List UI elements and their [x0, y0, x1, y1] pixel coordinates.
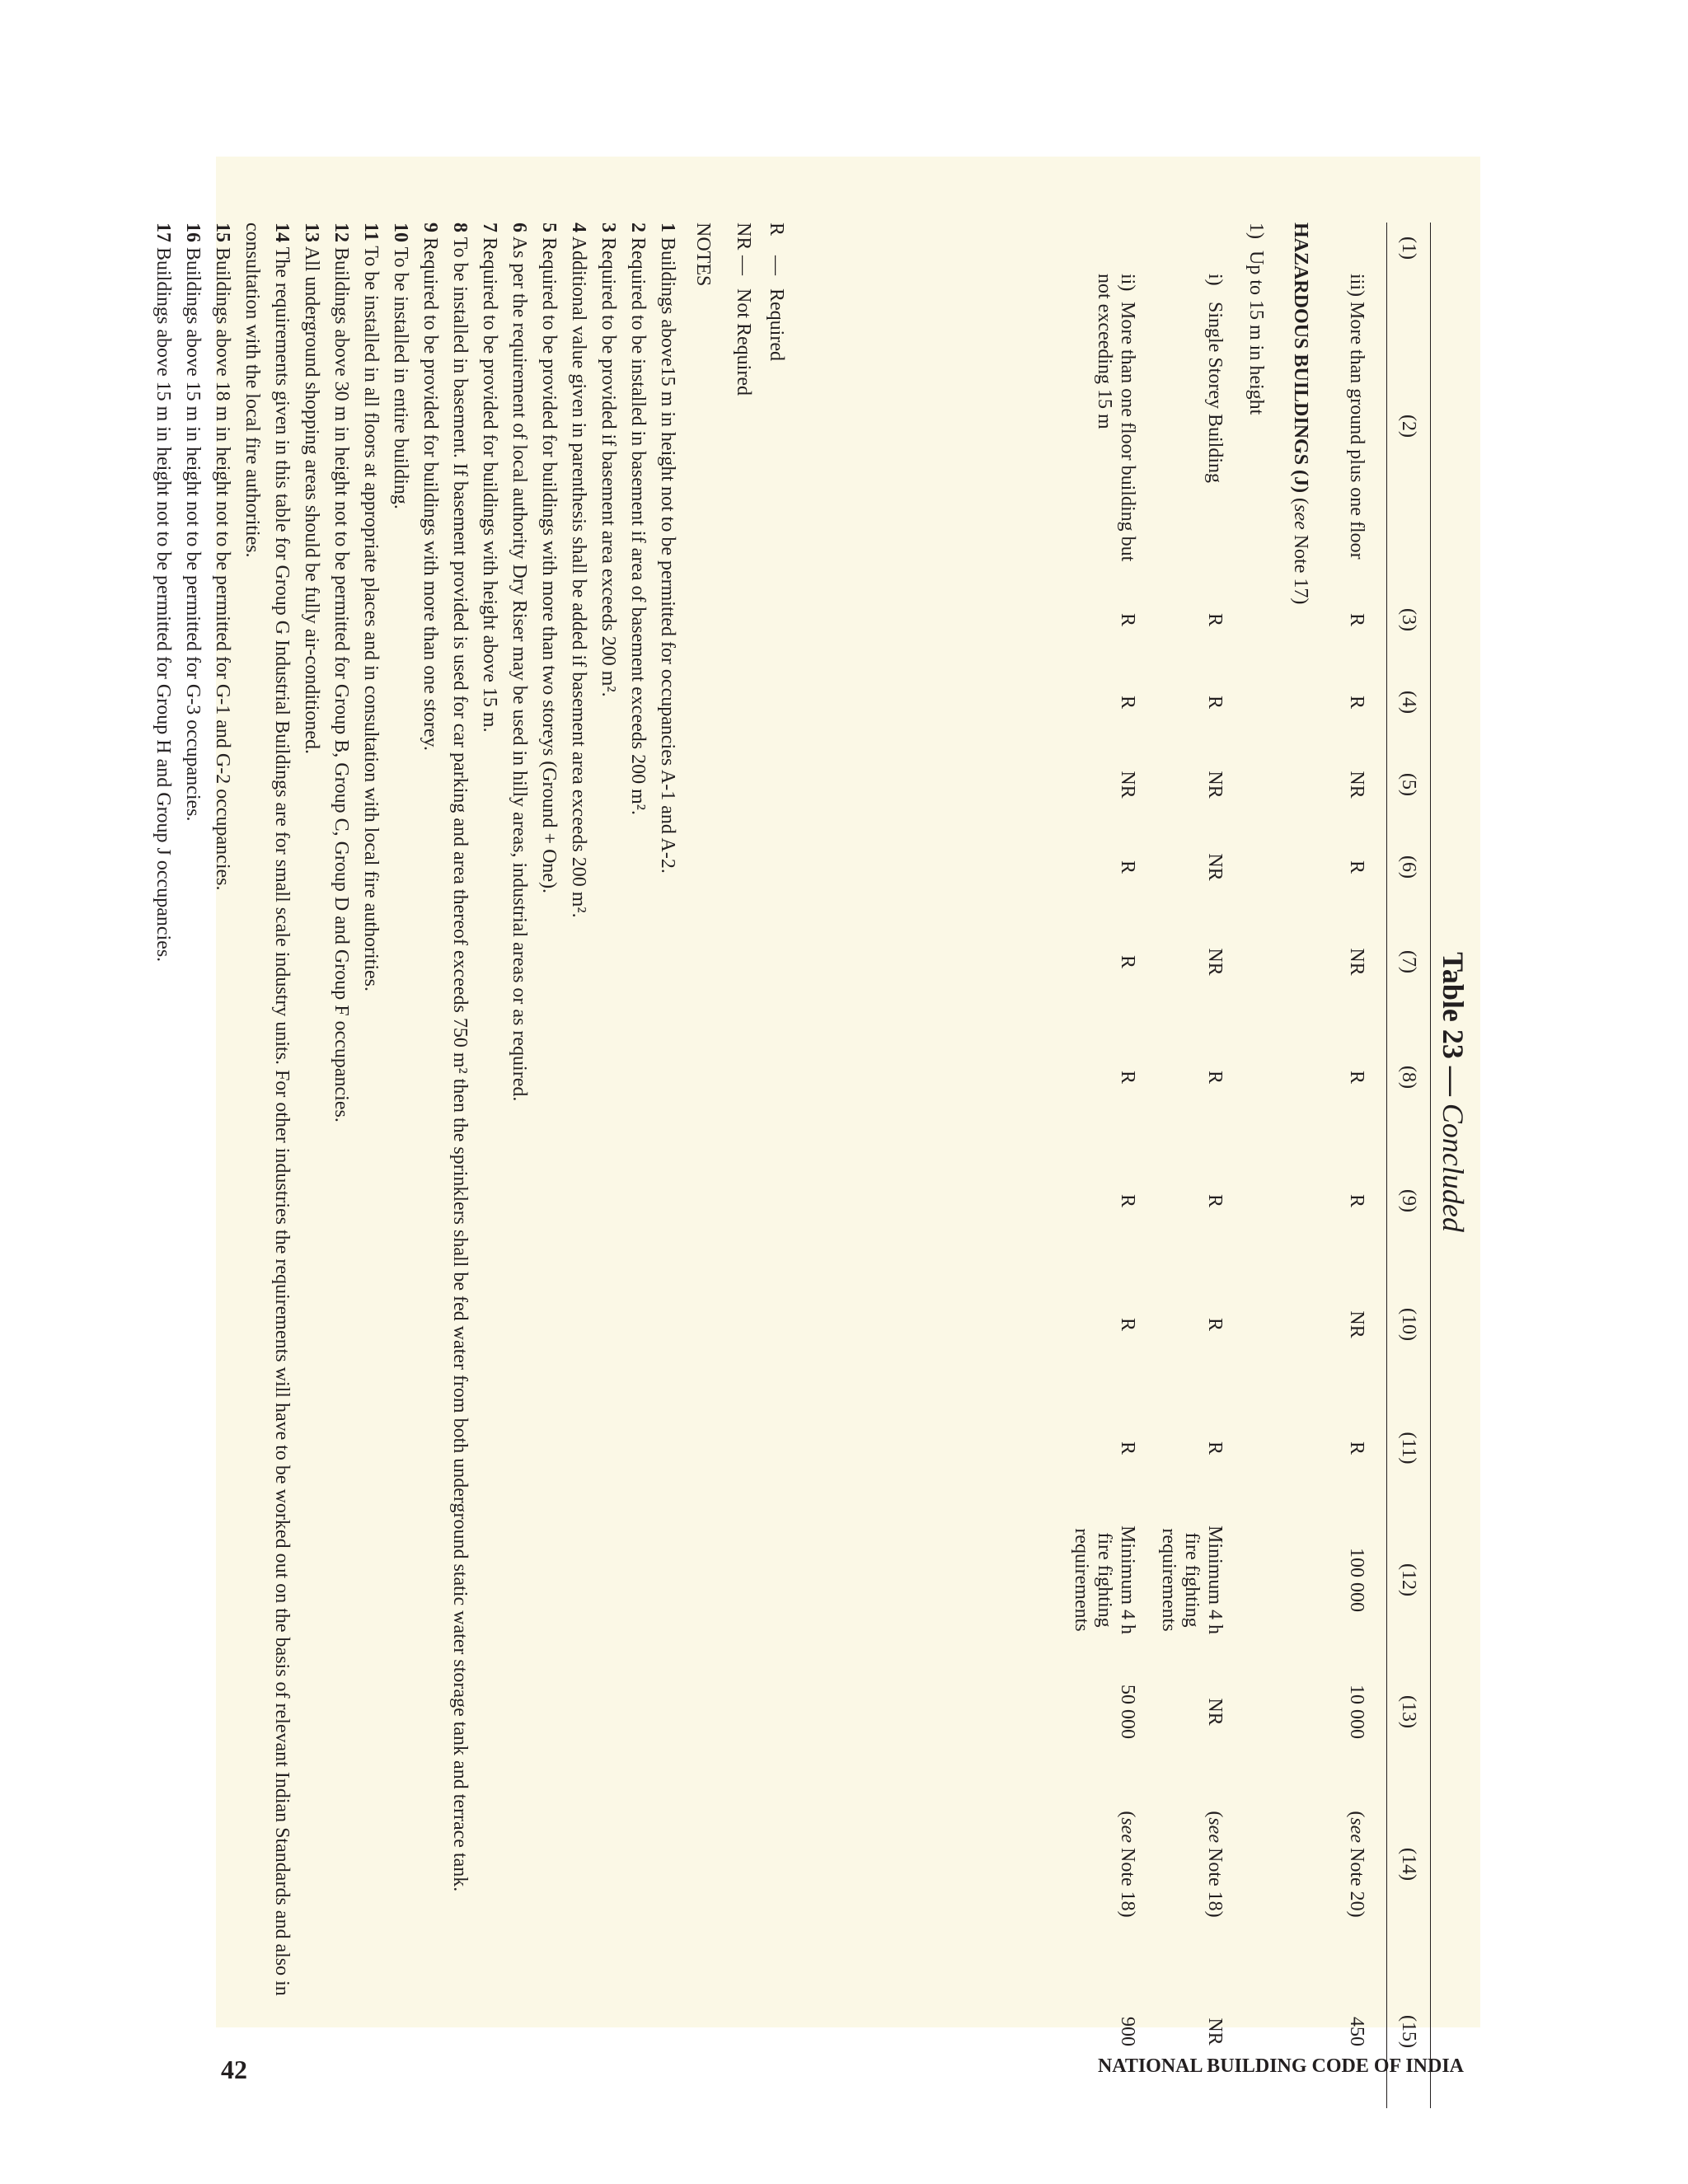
table-cell: R	[1204, 1317, 1226, 1331]
notes-list	[148, 223, 682, 2019]
note-item: 8 To be installed in basement. If basement provided is used for car parking and area thereof exceeds 750 m² then the sprinklers shall be fed water from both underground static water storage tank and terrace tank.	[449, 223, 471, 1892]
legend-item: R — Required	[766, 223, 787, 361]
page-number: 42	[221, 2055, 247, 2084]
note-item: 3 Required to be provided if basement area exceeds 200 m².	[598, 223, 619, 697]
note-item: 14 The requirements given in this table for Group G Industrial Buildings are for small scale industry units. For other industries the requirements will have to be worked out on the basis of relevant Indian Standards and also in consultation with the local fire authorities.	[241, 223, 293, 1996]
note-item: 13 All underground shopping areas should be fully air-conditioned.	[301, 223, 322, 754]
table-cell: 100 000	[1346, 1548, 1367, 1612]
table-cell: (see Note 20)	[1346, 1811, 1367, 1918]
col-header: (15)	[1387, 1955, 1431, 2108]
table-cell: R	[1346, 695, 1367, 709]
table-cell: NR	[1204, 853, 1226, 881]
col-header: (6)	[1387, 826, 1431, 908]
column-header-row	[1387, 223, 1431, 2108]
col-header: (10)	[1387, 1263, 1431, 1386]
col-header: (13)	[1387, 1650, 1431, 1774]
col-header: (1)	[1387, 223, 1431, 274]
notes-heading: NOTES	[692, 223, 714, 287]
table-cell: NR	[1346, 1310, 1367, 1338]
col-header: (12)	[1387, 1510, 1431, 1650]
col-header: (4)	[1387, 661, 1431, 743]
note-item: 4 Additional value given in parenthesis shall be added if basement area exceeds 200 m².	[568, 223, 589, 918]
table-cell: 50 000	[1117, 1685, 1138, 1739]
table-cell: (see Note 18)	[1204, 1811, 1226, 1918]
note-item: 15 Buildings above 18 m in height not to be permitted for G-1 and G-2 occupancies.	[212, 223, 233, 891]
col-header: (11)	[1387, 1386, 1431, 1510]
table-cell: R	[1204, 612, 1226, 626]
note-item: 16 Buildings above 15 m in height not to be permitted for G-3 occupancies.	[182, 223, 204, 822]
table-cell: 10 000	[1346, 1685, 1367, 1739]
row-description: ii)More than one floor building but not exceeding 15 m	[1094, 274, 1138, 562]
table-cell: R	[1117, 1070, 1138, 1084]
table-cell: R	[1117, 1441, 1138, 1455]
table-cell: R	[1117, 695, 1138, 709]
table-cell: NR	[1117, 771, 1138, 799]
table-cell: R	[1346, 860, 1367, 874]
table-cell: NR	[1204, 1698, 1226, 1726]
table-row	[1070, 223, 1157, 2108]
table-cell: R	[1117, 954, 1138, 968]
rotated-page-content	[152, 158, 1480, 2048]
table-cell: Minimum 4 h fire fighting requirements	[1158, 1525, 1226, 1634]
table-title: Table 23 — Concluded	[1437, 952, 1470, 1232]
legend	[727, 223, 793, 1953]
table-cell: R	[1117, 1193, 1138, 1207]
table-cell: R	[1117, 860, 1138, 874]
table-cell: R	[1346, 1193, 1367, 1207]
note-item: 11 To be installed in all floors at appropriate places and in consultation with local fire authorities.	[360, 223, 382, 991]
table-row	[1345, 223, 1387, 2108]
row-description: i)Single Storey Building	[1204, 274, 1226, 484]
table-cell: NR	[1204, 2018, 1226, 2046]
section-row	[1289, 223, 1345, 2108]
note-item: 7 Required to be provided for buildings with height above 15 m.	[479, 223, 500, 733]
table-cell: R	[1117, 612, 1138, 626]
subsection-row	[1245, 223, 1289, 2108]
note-item: 12 Buildings above 30 m in height not to be permitted for Group B, Group C, Group D and Group F occupancies.	[331, 223, 352, 1122]
table-cell: R	[1204, 1070, 1226, 1084]
table-cell: R	[1117, 1317, 1138, 1331]
table-cell: 450	[1346, 2017, 1367, 2046]
table-cell: R	[1204, 1193, 1226, 1207]
col-header: (9)	[1387, 1139, 1431, 1263]
legend-item: NR — Not Required	[733, 223, 754, 396]
note-item: 1 Buildings above15 m in height not to be permitted for occupancies A-1 and A-2.	[657, 223, 678, 874]
col-header: (7)	[1387, 908, 1431, 1015]
col-header: (8)	[1387, 1015, 1431, 1139]
table-23	[1070, 223, 1431, 2108]
col-header: (3)	[1387, 579, 1431, 661]
note-item: 6 As per the requirement of local authority Dry Riser may be used in hilly areas, industrial areas or as required.	[509, 223, 530, 1102]
note-item: 5 Required to be provided for buildings with more than two storeys (Ground + One).	[538, 223, 560, 894]
table-cell: NR	[1204, 948, 1226, 976]
table-cell: R	[1346, 1441, 1367, 1455]
table-cell: 900	[1117, 2017, 1138, 2046]
col-header: (2)	[1387, 274, 1431, 579]
subsection-heading: 1)Up to 15 m in height	[1245, 223, 1267, 415]
note-item: 2 Required to be installed in basement if area of basement exceeds 200 m².	[627, 223, 649, 815]
note-item: 17 Buildings above 15 m in height not to be permitted for Group H and Group J occupancies.	[152, 223, 174, 963]
table-row	[1157, 223, 1245, 2108]
table-cell: NR	[1346, 948, 1367, 976]
table-cell: R	[1346, 612, 1367, 626]
col-header: (14)	[1387, 1774, 1431, 1955]
table-cell: (see Note 18)	[1117, 1811, 1138, 1918]
col-header: (5)	[1387, 743, 1431, 826]
running-footer: NATIONAL BUILDING CODE OF INDIA	[1097, 2055, 1464, 2077]
table-cell: R	[1346, 1070, 1367, 1084]
table-cell: R	[1204, 1441, 1226, 1455]
table-cell: NR	[1346, 771, 1367, 799]
table-cell: R	[1204, 695, 1226, 709]
row-description: iii)More than ground plus one floor	[1346, 274, 1367, 560]
section-heading: HAZARDOUS BUILDINGS (J) (see Note 17)	[1290, 223, 1311, 605]
note-item: 9 Required to be provided for buildings with more than one storey.	[420, 223, 441, 751]
table-cell: Minimum 4 h fire fighting requirements	[1071, 1525, 1138, 1634]
table-cell: NR	[1204, 771, 1226, 799]
note-item: 10 To be installed in entire building.	[390, 223, 411, 509]
